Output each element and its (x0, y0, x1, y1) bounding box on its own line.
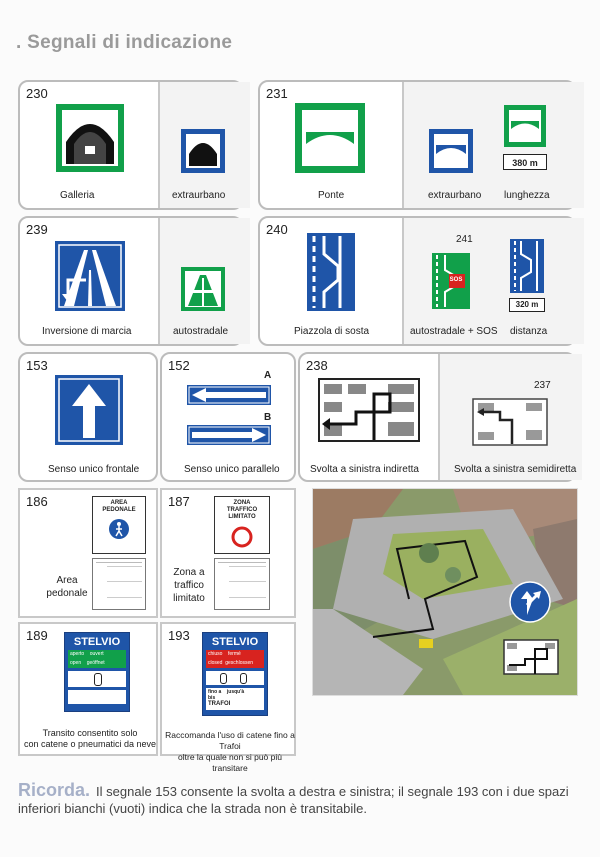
panel-153 (18, 352, 158, 482)
caption: Inversione di marcia (42, 326, 132, 337)
panel-230 (18, 80, 243, 210)
no-vehicles-icon (231, 526, 253, 548)
sign-title: AREA PEDONALE (102, 500, 136, 513)
sign-number: 238 (306, 358, 328, 373)
intersection-illustration (312, 488, 578, 696)
sign-number: 189 (26, 628, 48, 643)
sign-number: 187 (168, 494, 190, 509)
sign-number: 193 (168, 628, 190, 643)
status-text: ouvert (89, 651, 104, 657)
tunnel-sign-blue (180, 128, 226, 174)
status-text: chiuso (208, 651, 223, 657)
left-right-turn-sign (509, 581, 551, 623)
fine-text: bis (208, 695, 216, 701)
indirect-left-turn-sign-small (503, 639, 559, 675)
panel-187 (160, 488, 296, 618)
one-way-ahead-sign (54, 374, 124, 446)
u-turn-sign (54, 240, 126, 312)
status-text: geöffnet (86, 660, 105, 666)
caption: Svolta a sinistra indiretta (310, 464, 419, 475)
caption: Svolta a sinistra semidiretta (454, 464, 577, 475)
caption: Senso unico frontale (48, 464, 140, 475)
reminder-heading: Ricorda. (18, 780, 91, 800)
page-title: . Segnali di indicazione (16, 32, 233, 53)
limited-traffic-zone-sign (214, 496, 270, 554)
caption: distanza (510, 326, 548, 337)
fine-text: TRAFOI (208, 701, 231, 707)
sign-number: 186 (26, 494, 48, 509)
chain-tyre-icon (240, 673, 247, 684)
caption: Ponte (318, 190, 345, 201)
panel-240 (258, 216, 576, 346)
one-way-right-sign (186, 424, 272, 446)
chain-tyre-icon (94, 673, 102, 686)
distance-plate (509, 298, 545, 312)
caption: con catene o pneumatici da neve (23, 739, 157, 749)
pass-status-sign-closed (202, 632, 268, 716)
caption: extraurbano (172, 190, 226, 201)
caption: lunghezza (504, 190, 550, 201)
status-text: fermé (228, 651, 241, 657)
sign-title: ZONA TRAFFICO LIMITATO (226, 500, 258, 520)
sign-number: 231 (266, 86, 288, 101)
panel-239 (18, 216, 243, 346)
caption: Galleria (60, 190, 95, 201)
panel-186 (18, 488, 158, 618)
rules-panel (214, 558, 270, 610)
distance-plate (503, 154, 547, 170)
rules-panel (92, 558, 146, 610)
sign-number: 153 (26, 358, 48, 373)
status-text: aperto (70, 651, 85, 657)
panel-189 (18, 622, 158, 756)
pedestrian-icon (108, 518, 130, 540)
caption: Transito consentito solo (42, 728, 138, 738)
status-text: closed (208, 660, 223, 666)
semidirect-left-turn-sign (472, 398, 548, 446)
lay-by-sign (306, 232, 356, 312)
one-way-left-sign (186, 384, 272, 406)
reminder-text: Il segnale 153 consente la svolta a destra e sinistra; il segnale 193 con i due spazi inferiori bianchi (vuoti) indica che la strada non è transitabile. (18, 784, 569, 816)
fine-text: fino a (208, 689, 222, 695)
pass-name: STELVIO (211, 636, 259, 648)
caption: Zona a traffico limitato (173, 567, 205, 604)
panel-231 (258, 80, 576, 210)
caption: Raccomanda l'uso di catene fino a Trafoi (165, 730, 295, 751)
caption: extraurbano (428, 190, 482, 201)
sign-number: 237 (534, 380, 551, 391)
plate-text: 380 m (512, 158, 538, 168)
sign-number: 230 (26, 86, 48, 101)
status-text: open (70, 660, 82, 666)
pass-name: STELVIO (73, 636, 121, 648)
reminder-note (18, 782, 588, 817)
lay-by-distance-sign (509, 238, 545, 294)
label-a: A (264, 370, 272, 381)
caption: autostradale (173, 326, 229, 337)
caption: Piazzola di sosta (294, 326, 370, 337)
pass-status-sign-open (64, 632, 130, 712)
fine-text: jusqu'à (226, 689, 245, 695)
caption: Area pedonale (46, 575, 88, 599)
bridge-sign-blue (428, 128, 474, 174)
indirect-left-turn-sign (318, 378, 420, 442)
caption: autostradale + SOS (410, 326, 498, 337)
bridge-sign-green-small (503, 104, 547, 148)
sos-label: SOS (449, 277, 463, 283)
sign-number: 239 (26, 222, 48, 237)
sign-number: 241 (456, 234, 473, 245)
plate-text: 320 m (515, 300, 539, 309)
panel-238 (298, 352, 576, 482)
pedestrian-area-sign (92, 496, 146, 554)
chain-tyre-icon (220, 673, 227, 684)
caption: Senso unico parallelo (184, 464, 280, 475)
sign-number: 240 (266, 222, 288, 237)
label-b: B (264, 412, 272, 423)
panel-152 (160, 352, 296, 482)
tunnel-sign (54, 102, 126, 174)
bridge-sign (294, 102, 366, 174)
panel-193 (160, 622, 296, 773)
status-text: geschlossen (225, 660, 254, 666)
motorway-sign (180, 266, 226, 312)
sign-number: 152 (168, 358, 190, 373)
caption: oltre la quale non si può più transitare (178, 752, 282, 773)
